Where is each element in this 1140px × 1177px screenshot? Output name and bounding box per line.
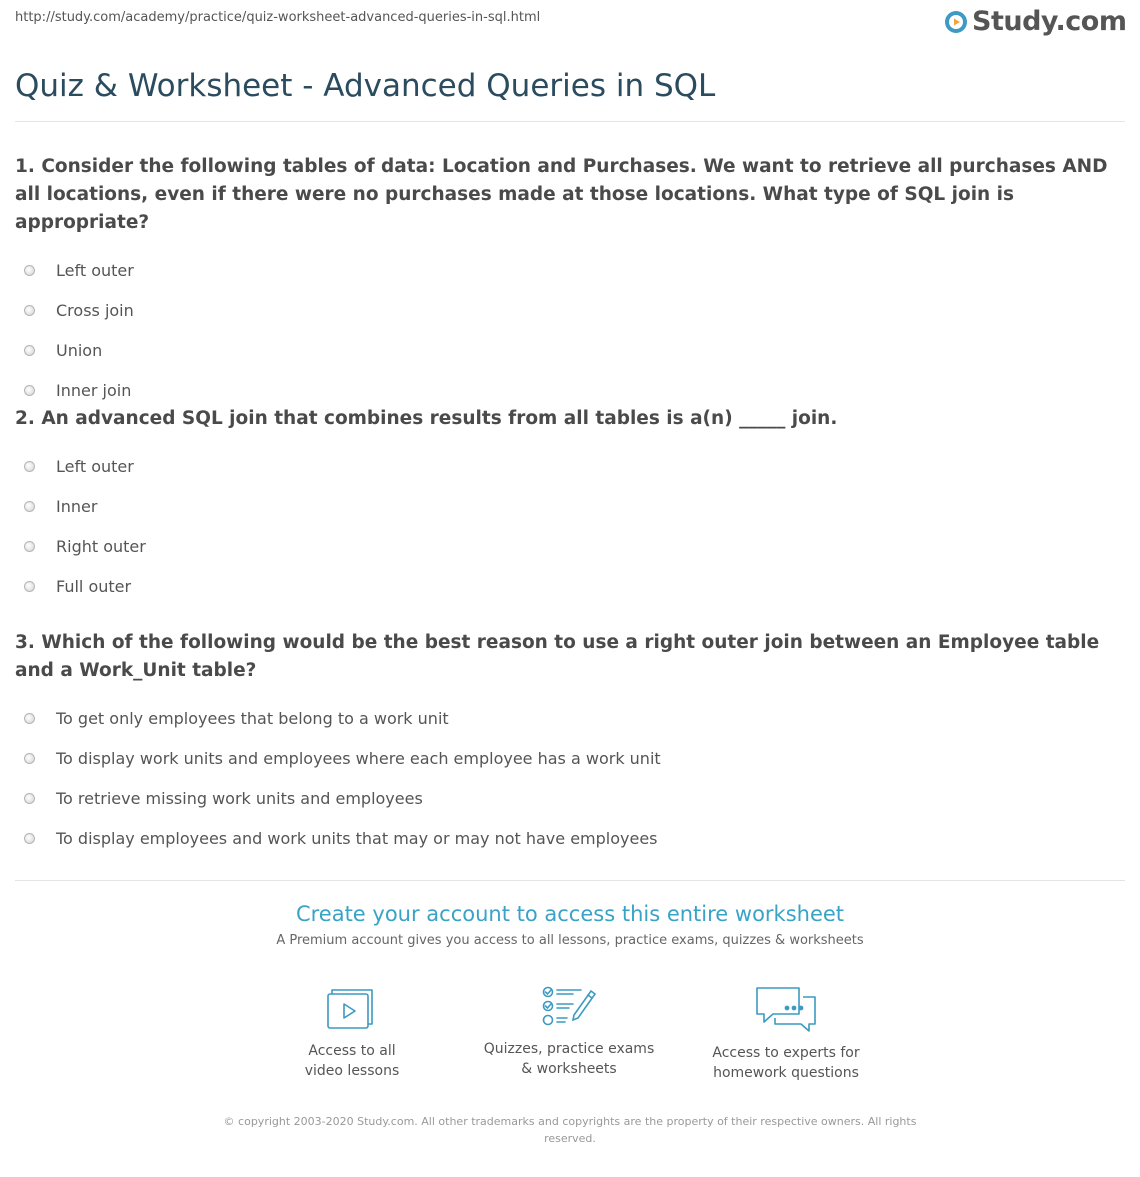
answer-option[interactable] (15, 698, 1115, 738)
title-divider (15, 121, 1125, 122)
radio-icon[interactable] (24, 501, 35, 512)
feature-label-line1: Access to experts for (712, 1045, 860, 1061)
answer-label: To display employees and work units that may or may not have employees (56, 828, 658, 848)
feature-experts (686, 985, 886, 1083)
answer-option[interactable] (15, 486, 1115, 526)
feature-label-line1: Quizzes, practice exams (483, 1041, 655, 1057)
answer-label: Inner (56, 496, 98, 516)
radio-icon[interactable] (24, 541, 35, 552)
radio-icon[interactable] (24, 793, 35, 804)
feature-label-line2: homework questions (713, 1065, 859, 1081)
answer-label: Inner join (56, 380, 132, 400)
cta-subtitle: A Premium account gives you access to all lessons, practice exams, quizzes & worksheets (276, 933, 864, 948)
create-account-link[interactable]: Create your account to access this entire worksheet (295, 902, 845, 926)
answer-option[interactable] (15, 330, 1115, 370)
answer-option[interactable] (15, 370, 1115, 410)
premium-features (0, 985, 1140, 1095)
answer-label: Cross join (56, 300, 134, 320)
answer-label: To retrieve missing work units and employees (56, 788, 423, 808)
logo-text: Study.com (972, 6, 1127, 37)
answer-option[interactable] (15, 290, 1115, 330)
answer-options (15, 250, 1115, 410)
feature-label-line1: Access to all (308, 1043, 396, 1059)
quiz-checklist-icon (541, 985, 597, 1029)
answer-options (15, 698, 1115, 858)
question-2 (15, 405, 1115, 606)
answer-label: Union (56, 340, 103, 360)
study-logo[interactable] (944, 6, 1126, 37)
radio-icon[interactable] (24, 305, 35, 316)
radio-icon[interactable] (24, 385, 35, 396)
radio-icon[interactable] (24, 461, 35, 472)
answer-option[interactable] (15, 566, 1115, 606)
answer-option[interactable] (15, 446, 1115, 486)
question-text: 3. Which of the following would be the best reason to use a right outer join between an Employee table and a Work_Unit table? (15, 632, 1100, 681)
answer-label: Full outer (56, 576, 132, 596)
question-1 (15, 153, 1115, 410)
feature-video-lessons (252, 985, 452, 1081)
feature-quizzes (469, 985, 669, 1079)
answer-option[interactable] (15, 818, 1115, 858)
footer (0, 1113, 1140, 1147)
feature-label-line2: & worksheets (521, 1061, 617, 1077)
answer-option[interactable] (15, 526, 1115, 566)
radio-icon[interactable] (24, 345, 35, 356)
copyright-text: © copyright 2003-2020 Study.com. All other trademarks and copyrights are the property of their respective owners. All rights reserved. (223, 1115, 917, 1145)
feature-label-line2: video lessons (304, 1063, 400, 1079)
page-url: http://study.com/academy/practice/quiz-worksheet-advanced-queries-in-sql.html (15, 10, 541, 25)
answer-label: Right outer (56, 536, 146, 556)
video-lessons-icon (326, 985, 378, 1031)
play-logo-icon (944, 10, 968, 34)
answer-options (15, 446, 1115, 606)
cta-divider (15, 880, 1125, 881)
question-3 (15, 629, 1115, 858)
chat-bubbles-icon (754, 985, 818, 1033)
signup-cta (0, 902, 1140, 948)
question-text: 1. Consider the following tables of data: Location and Purchases. We want to retrieve all purchases AND all locations, even if there were no purchases made at those locations. What type of SQL join is appropriate? (15, 156, 1108, 233)
radio-icon[interactable] (24, 265, 35, 276)
answer-label: Left outer (56, 260, 134, 280)
answer-label: Left outer (56, 456, 134, 476)
radio-icon[interactable] (24, 581, 35, 592)
radio-icon[interactable] (24, 753, 35, 764)
answer-label: To display work units and employees where each employee has a work unit (56, 748, 661, 768)
answer-option[interactable] (15, 738, 1115, 778)
radio-icon[interactable] (24, 713, 35, 724)
radio-icon[interactable] (24, 833, 35, 844)
answer-option[interactable] (15, 250, 1115, 290)
question-text: 2. An advanced SQL join that combines results from all tables is a(n) _____ join. (15, 408, 838, 429)
answer-option[interactable] (15, 778, 1115, 818)
answer-label: To get only employees that belong to a work unit (56, 708, 449, 728)
page-title: Quiz & Worksheet - Advanced Queries in SQL (15, 68, 716, 104)
